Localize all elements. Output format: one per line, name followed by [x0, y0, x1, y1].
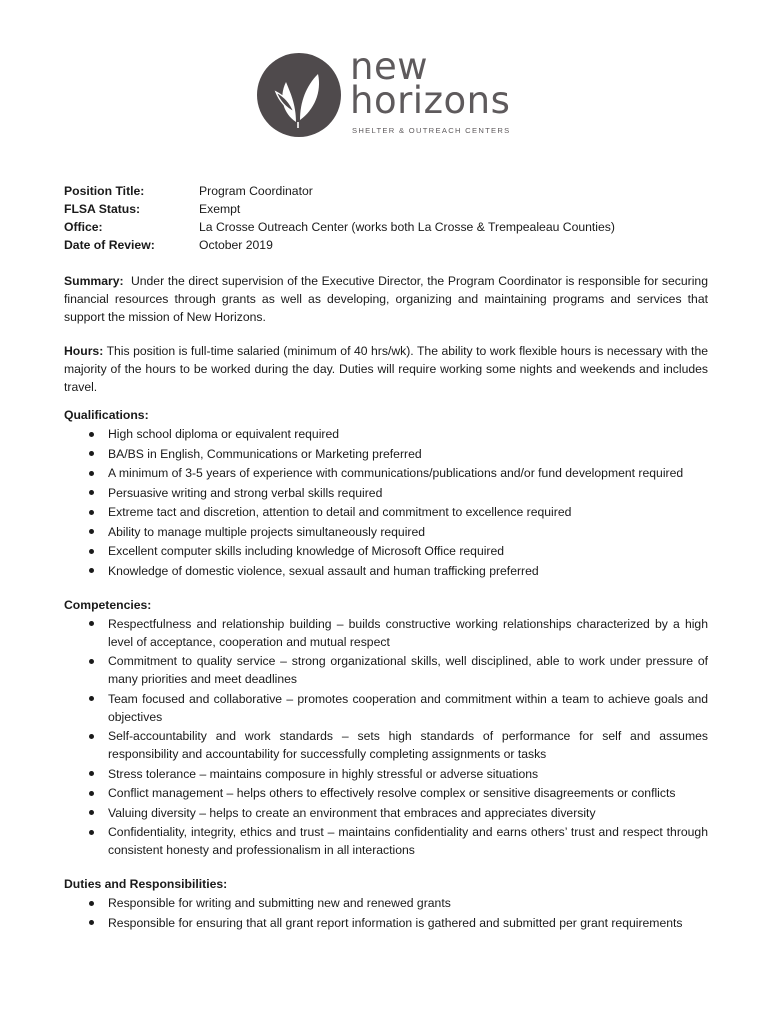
meta-label-date-of-review: Date of Review:	[64, 238, 155, 252]
hours-label: Hours:	[64, 344, 104, 358]
list-item: High school diploma or equivalent required	[64, 425, 708, 443]
job-description	[64, 182, 708, 933]
logo-name-line1: new	[350, 45, 428, 88]
butterfly-logo-icon	[256, 52, 342, 138]
hours-text: This position is full-time salaried (minimum of 40 hrs/wk). The ability to work flexible hours is necessary with the majority of the hours to be worked during the day. Duties will require working some nights and weekends and includes travel.	[64, 344, 708, 394]
competencies-list	[64, 615, 708, 860]
logo-name-line2: horizons	[350, 79, 511, 122]
list-item: A minimum of 3-5 years of experience with communications/publications and/or fund development required	[64, 464, 708, 482]
list-item: BA/BS in English, Communications or Marketing preferred	[64, 445, 708, 463]
summary-paragraph	[64, 272, 708, 326]
meta-value-flsa-status: Exempt	[199, 202, 241, 216]
list-item: Respectfulness and relationship building – builds constructive working relationships characterized by a high level of acceptance, cooperation and mutual respect	[64, 615, 708, 651]
list-item: Extreme tact and discretion, attention to detail and commitment to excellence required	[64, 503, 708, 521]
list-item: Valuing diversity – helps to create an environment that embraces and appreciates diversity	[64, 804, 708, 822]
meta-value-position-title: Program Coordinator	[199, 184, 313, 198]
list-item: Stress tolerance – maintains composure in highly stressful or adverse situations	[64, 765, 708, 783]
list-item: Persuasive writing and strong verbal skills required	[64, 484, 708, 502]
list-item: Excellent computer skills including knowledge of Microsoft Office required	[64, 542, 708, 560]
list-item: Conflict management – helps others to effectively resolve complex or sensitive disagreements or conflicts	[64, 784, 708, 802]
logo-tagline: SHELTER & OUTREACH CENTERS	[352, 126, 511, 135]
duties-heading: Duties and Responsibilities:	[64, 877, 228, 891]
list-item: Confidentiality, integrity, ethics and trust – maintains confidentiality and earns others’ trust and respect through consistent honesty and professionalism in all interactions	[64, 823, 708, 859]
hours-paragraph	[64, 342, 708, 396]
meta-value-office: La Crosse Outreach Center (works both La Crosse & Trempealeau Counties)	[199, 220, 615, 234]
meta-value-date-of-review: October 2019	[199, 238, 273, 252]
logo-wordmark	[350, 45, 511, 122]
list-item: Ability to manage multiple projects simultaneously required	[64, 523, 708, 541]
list-item: Team focused and collaborative – promotes cooperation and commitment within a team to achieve goals and objectives	[64, 690, 708, 726]
list-item: Responsible for writing and submitting new and renewed grants	[64, 894, 708, 912]
organization-logo	[256, 45, 526, 140]
duties-list	[64, 894, 708, 932]
summary-label: Summary:	[64, 274, 124, 288]
competencies-heading: Competencies:	[64, 597, 152, 612]
list-item: Knowledge of domestic violence, sexual assault and human trafficking preferred	[64, 562, 708, 580]
list-item: Responsible for ensuring that all grant report information is gathered and submitted per grant requirements	[64, 914, 708, 932]
position-details	[64, 182, 708, 254]
qualifications-list	[64, 425, 708, 580]
list-item: Self-accountability and work standards – sets high standards of performance for self and assumes responsibility and accountability for successfully completing assignments or tasks	[64, 727, 708, 763]
meta-label-office: Office:	[64, 220, 103, 234]
meta-label-position-title: Position Title:	[64, 184, 145, 198]
list-item: Commitment to quality service – strong organizational skills, well disciplined, able to work under pressure of many priorities and meet deadlines	[64, 652, 708, 688]
summary-text: Under the direct supervision of the Executive Director, the Program Coordinator is responsible for securing financial resources through grants as well as developing, organizing and maintaining programs and services that support the mission of New Horizons.	[64, 274, 708, 324]
meta-label-flsa-status: FLSA Status:	[64, 202, 141, 216]
qualifications-heading: Qualifications:	[64, 408, 149, 422]
